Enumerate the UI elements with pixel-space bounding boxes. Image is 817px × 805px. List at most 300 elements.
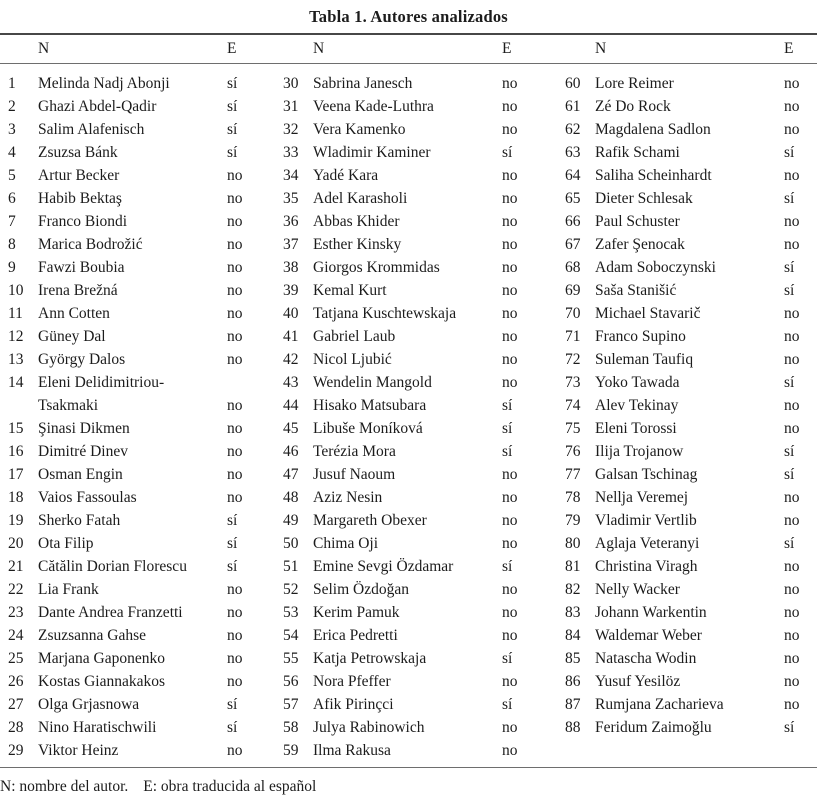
table-row (565, 670, 817, 693)
table-row (565, 118, 817, 141)
footnote-e-definition: E: obra traducida al español (143, 778, 317, 795)
author-number: 31 (283, 98, 299, 115)
table-row (283, 463, 545, 486)
table-row (283, 739, 545, 762)
table-row (8, 118, 270, 141)
author-name: Nelly Wacker (595, 581, 680, 598)
table-row (565, 164, 817, 187)
author-number: 85 (565, 650, 581, 667)
author-name: Margareth Obexer (313, 512, 427, 529)
translated-flag: sí (227, 696, 238, 713)
author-name: Aziz Nesin (313, 489, 383, 506)
table-row (8, 141, 270, 164)
translated-flag: no (227, 190, 243, 207)
author-name: Julya Rabinowich (313, 719, 425, 736)
author-name: Viktor Heinz (38, 742, 119, 759)
translated-flag: no (227, 305, 243, 322)
author-name: Nora Pfeffer (313, 673, 391, 690)
author-number: 81 (565, 558, 581, 575)
table-row (8, 164, 270, 187)
table-row (283, 256, 545, 279)
author-name: Ann Cotten (38, 305, 110, 322)
table-row (283, 417, 545, 440)
translated-flag: no (784, 420, 800, 437)
table-row (283, 72, 545, 95)
translated-flag: no (502, 282, 518, 299)
translated-flag: no (502, 167, 518, 184)
author-number: 59 (283, 742, 299, 759)
author-number: 2 (8, 98, 16, 115)
translated-flag: sí (227, 121, 238, 138)
author-number: 34 (283, 167, 299, 184)
translated-flag: no (784, 213, 800, 230)
table-row (283, 187, 545, 210)
author-number: 6 (8, 190, 16, 207)
table-row (8, 716, 270, 739)
table-body (0, 64, 817, 762)
translated-flag: no (784, 328, 800, 345)
author-number: 48 (283, 489, 299, 506)
author-name: Erica Pedretti (313, 627, 398, 644)
author-name: Nellja Veremej (595, 489, 689, 506)
header-n-label: N (38, 40, 50, 57)
author-number: 13 (8, 351, 24, 368)
table-row (565, 233, 817, 256)
author-name: Vera Kamenko (313, 121, 406, 138)
table-row (283, 509, 545, 532)
translated-flag: no (784, 98, 800, 115)
author-name: Artur Becker (38, 167, 120, 184)
header-group-1 (8, 40, 270, 58)
author-name: Zafer Şenocak (595, 236, 685, 253)
author-name: Terézia Mora (313, 443, 396, 460)
translated-flag: no (227, 627, 243, 644)
author-name: Michael Stavarič (595, 305, 701, 322)
translated-flag: sí (227, 719, 238, 736)
author-number: 19 (8, 512, 24, 529)
translated-flag: sí (784, 190, 795, 207)
translated-flag: sí (784, 535, 795, 552)
author-name: Adam Soboczynski (595, 259, 716, 276)
author-name: Eleni Torossi (595, 420, 677, 437)
author-name: Melinda Nadj Abonji (38, 75, 170, 92)
header-e-label: E (227, 40, 237, 57)
table-row (8, 486, 270, 509)
table-row (8, 72, 270, 95)
author-number: 73 (565, 374, 581, 391)
translated-flag: no (227, 213, 243, 230)
translated-flag: sí (784, 443, 795, 460)
translated-flag: sí (227, 75, 238, 92)
translated-flag: no (227, 236, 243, 253)
translated-flag: no (502, 236, 518, 253)
footnote-n-definition: N: nombre del autor. (0, 778, 129, 795)
author-number: 36 (283, 213, 299, 230)
author-name: Veena Kade-Luthra (313, 98, 434, 115)
translated-flag: no (227, 397, 243, 414)
table-row (283, 440, 545, 463)
author-number: 10 (8, 282, 24, 299)
author-number: 29 (8, 742, 24, 759)
author-number: 27 (8, 696, 24, 713)
author-name: Ghazi Abdel-Qadir (38, 98, 157, 115)
translated-flag: no (784, 489, 800, 506)
table-row (283, 371, 545, 394)
table-row (283, 279, 545, 302)
author-name: Katja Petrowskaja (313, 650, 427, 667)
translated-flag: no (227, 420, 243, 437)
author-number: 5 (8, 167, 16, 184)
translated-flag: no (227, 259, 243, 276)
table-row (8, 509, 270, 532)
table-row (283, 210, 545, 233)
author-number: 49 (283, 512, 299, 529)
author-number: 54 (283, 627, 299, 644)
translated-flag: sí (227, 144, 238, 161)
translated-flag: no (502, 466, 518, 483)
author-name: Afik Pirinçci (313, 696, 394, 713)
author-number: 15 (8, 420, 24, 437)
translated-flag: no (784, 604, 800, 621)
translated-flag: no (784, 673, 800, 690)
author-number: 72 (565, 351, 581, 368)
translated-flag: no (784, 167, 800, 184)
author-name: Ota Filip (38, 535, 94, 552)
author-name: Wendelin Mangold (313, 374, 432, 391)
author-number: 4 (8, 144, 16, 161)
author-name: Magdalena Sadlon (595, 121, 711, 138)
table-row (565, 716, 817, 739)
translated-flag: no (502, 121, 518, 138)
author-number: 16 (8, 443, 24, 460)
author-number: 87 (565, 696, 581, 713)
author-number: 66 (565, 213, 581, 230)
translated-flag: no (502, 673, 518, 690)
table-row (8, 555, 270, 578)
translated-flag: no (502, 535, 518, 552)
author-number: 32 (283, 121, 299, 138)
author-name: Franco Supino (595, 328, 686, 345)
translated-flag: no (227, 581, 243, 598)
table-row (565, 601, 817, 624)
table-row (565, 624, 817, 647)
author-number: 14 (8, 374, 24, 391)
translated-flag: no (784, 75, 800, 92)
author-number: 82 (565, 581, 581, 598)
table-row (283, 670, 545, 693)
translated-flag: sí (502, 696, 513, 713)
author-name: Rafik Schami (595, 144, 680, 161)
translated-flag: no (227, 443, 243, 460)
author-number: 53 (283, 604, 299, 621)
author-name: Libuše Moníková (313, 420, 423, 437)
author-number: 26 (8, 673, 24, 690)
translated-flag: no (502, 305, 518, 322)
author-number: 20 (8, 535, 24, 552)
table-row (8, 187, 270, 210)
author-name: Vladimir Vertlib (595, 512, 697, 529)
translated-flag: no (227, 673, 243, 690)
table-row (283, 118, 545, 141)
author-name: Johann Warkentin (595, 604, 707, 621)
translated-flag: sí (502, 144, 513, 161)
author-name: Natascha Wodin (595, 650, 697, 667)
author-number: 28 (8, 719, 24, 736)
table-row (565, 555, 817, 578)
table-row (283, 555, 545, 578)
author-number: 64 (565, 167, 581, 184)
table-row (565, 256, 817, 279)
translated-flag: no (502, 213, 518, 230)
author-number: 12 (8, 328, 24, 345)
author-number: 61 (565, 98, 581, 115)
table-row (8, 417, 270, 440)
translated-flag: no (227, 742, 243, 759)
author-name: Yoko Tawada (595, 374, 680, 391)
table-row (8, 670, 270, 693)
author-number: 77 (565, 466, 581, 483)
author-name: Adel Karasholi (313, 190, 408, 207)
author-name: Zsuzsa Bánk (38, 144, 118, 161)
table-row (565, 371, 817, 394)
header-e-label: E (502, 40, 512, 57)
author-name: Güney Dal (38, 328, 106, 345)
translated-flag: no (784, 512, 800, 529)
table-row (565, 210, 817, 233)
author-number: 23 (8, 604, 24, 621)
author-number: 74 (565, 397, 581, 414)
translated-flag: no (502, 351, 518, 368)
table-row (565, 440, 817, 463)
author-number: 88 (565, 719, 581, 736)
table-row (565, 141, 817, 164)
header-number-spacer (8, 40, 38, 58)
translated-flag: no (502, 489, 518, 506)
author-name: Dante Andrea Franzetti (38, 604, 183, 621)
author-number: 35 (283, 190, 299, 207)
translated-flag: no (227, 604, 243, 621)
author-name: Sherko Fatah (38, 512, 121, 529)
author-number: 40 (283, 305, 299, 322)
table-row (283, 693, 545, 716)
author-number: 55 (283, 650, 299, 667)
author-name: Hisako Matsubara (313, 397, 427, 414)
table-row (283, 578, 545, 601)
author-name: Osman Engin (38, 466, 123, 483)
author-number: 22 (8, 581, 24, 598)
author-name: Christina Viragh (595, 558, 698, 575)
author-number: 37 (283, 236, 299, 253)
translated-flag: sí (784, 719, 795, 736)
author-number: 76 (565, 443, 581, 460)
author-name: Rumjana Zacharieva (595, 696, 724, 713)
table-row (565, 486, 817, 509)
translated-flag: no (502, 190, 518, 207)
author-name: Ilija Trojanow (595, 443, 684, 460)
author-number: 70 (565, 305, 581, 322)
author-number: 3 (8, 121, 16, 138)
table-row (565, 417, 817, 440)
translated-flag: sí (784, 466, 795, 483)
translated-flag: no (784, 627, 800, 644)
translated-flag: no (502, 98, 518, 115)
authors-column-1 (8, 72, 270, 762)
author-number: 60 (565, 75, 581, 92)
author-name: Selim Özdoğan (313, 581, 409, 598)
author-number: 79 (565, 512, 581, 529)
author-name: Salim Alafenisch (38, 121, 145, 138)
author-number: 50 (283, 535, 299, 552)
author-number: 69 (565, 282, 581, 299)
author-name: Galsan Tschinag (595, 466, 698, 483)
author-number: 80 (565, 535, 581, 552)
author-name: Marica Bodrožić (38, 236, 143, 253)
author-name: Franco Biondi (38, 213, 128, 230)
author-number: 11 (8, 305, 23, 322)
table-row (565, 509, 817, 532)
author-number: 42 (283, 351, 299, 368)
author-number: 21 (8, 558, 24, 575)
translated-flag: sí (227, 512, 238, 529)
translated-flag: sí (502, 397, 513, 414)
table-title: Tabla 1. Autores analizados (309, 7, 508, 26)
author-number: 52 (283, 581, 299, 598)
author-number: 9 (8, 259, 16, 276)
translated-flag: no (502, 512, 518, 529)
author-number: 43 (283, 374, 299, 391)
table-row (283, 647, 545, 670)
author-name: Emine Sevgi Özdamar (313, 558, 454, 575)
author-name: Jusuf Naoum (313, 466, 396, 483)
translated-flag: sí (784, 259, 795, 276)
table-row (565, 279, 817, 302)
author-name: Şinasi Dikmen (38, 420, 130, 437)
author-name: Sabrina Janesch (313, 75, 413, 92)
translated-flag: sí (784, 374, 795, 391)
translated-flag: no (502, 604, 518, 621)
author-number: 30 (283, 75, 299, 92)
translated-flag: no (784, 397, 800, 414)
author-name: Paul Schuster (595, 213, 680, 230)
table-row (8, 440, 270, 463)
author-name: Alev Tekinay (595, 397, 679, 414)
translated-flag: no (227, 328, 243, 345)
author-number: 24 (8, 627, 24, 644)
table-header (0, 35, 817, 63)
author-number: 84 (565, 627, 581, 644)
author-number: 56 (283, 673, 299, 690)
author-name: Ilma Rakusa (313, 742, 391, 759)
translated-flag: no (502, 374, 518, 391)
translated-flag: no (502, 259, 518, 276)
table-row (8, 647, 270, 670)
header-n-label: N (313, 40, 325, 57)
author-number: 78 (565, 489, 581, 506)
translated-flag: no (502, 581, 518, 598)
translated-flag: sí (227, 558, 238, 575)
author-number: 18 (8, 489, 24, 506)
translated-flag: no (784, 121, 800, 138)
author-name: Tatjana Kuschtewskaja (313, 305, 457, 322)
table-row (565, 647, 817, 670)
translated-flag: sí (502, 420, 513, 437)
table-row (8, 325, 270, 348)
table-row (8, 210, 270, 233)
table-row (565, 693, 817, 716)
table-row (8, 601, 270, 624)
author-number: 62 (565, 121, 581, 138)
translated-flag: sí (502, 443, 513, 460)
author-number: 41 (283, 328, 299, 345)
table-row (283, 325, 545, 348)
table-row (565, 302, 817, 325)
table-row (8, 279, 270, 302)
table-row (8, 233, 270, 256)
author-number: 51 (283, 558, 299, 575)
translated-flag: no (784, 558, 800, 575)
table-row (565, 325, 817, 348)
translated-flag: sí (227, 98, 238, 115)
author-number: 65 (565, 190, 581, 207)
translated-flag: no (502, 75, 518, 92)
table-row (8, 302, 270, 325)
author-name: Lia Frank (38, 581, 99, 598)
header-group-3 (565, 40, 817, 58)
table-row (283, 302, 545, 325)
author-name: Kostas Giannakakos (38, 673, 165, 690)
author-name: Olga Grjasnowa (38, 696, 140, 713)
author-number: 17 (8, 466, 24, 483)
header-group-2 (283, 40, 545, 58)
table-row (283, 164, 545, 187)
author-number: 47 (283, 466, 299, 483)
author-number: 67 (565, 236, 581, 253)
author-number: 45 (283, 420, 299, 437)
table-row (8, 532, 270, 555)
table-row (565, 95, 817, 118)
header-number-spacer (565, 40, 595, 58)
translated-flag: no (227, 167, 243, 184)
authors-column-2 (283, 72, 545, 762)
header-e-label: E (784, 40, 794, 57)
translated-flag: no (227, 489, 243, 506)
header-n-label: N (595, 40, 607, 57)
author-number: 1 (8, 75, 16, 92)
table-row (8, 95, 270, 118)
translated-flag: sí (784, 144, 795, 161)
table-row (283, 348, 545, 371)
author-number: 58 (283, 719, 299, 736)
header-number-spacer (283, 40, 313, 58)
translated-flag: sí (784, 282, 795, 299)
author-number: 8 (8, 236, 16, 253)
author-name: Chima Oji (313, 535, 379, 552)
author-name: Abbas Khider (313, 213, 400, 230)
translated-flag: no (227, 351, 243, 368)
table-row (283, 624, 545, 647)
author-number: 83 (565, 604, 581, 621)
table-row (565, 72, 817, 95)
author-name: György Dalos (38, 351, 126, 368)
table-row (283, 141, 545, 164)
author-name: Fawzi Boubia (38, 259, 125, 276)
author-name: Zé Do Rock (595, 98, 671, 115)
table-row (565, 463, 817, 486)
table-footnote (0, 768, 817, 796)
author-number: 75 (565, 420, 581, 437)
table-row (8, 348, 270, 371)
translated-flag: no (502, 328, 518, 345)
